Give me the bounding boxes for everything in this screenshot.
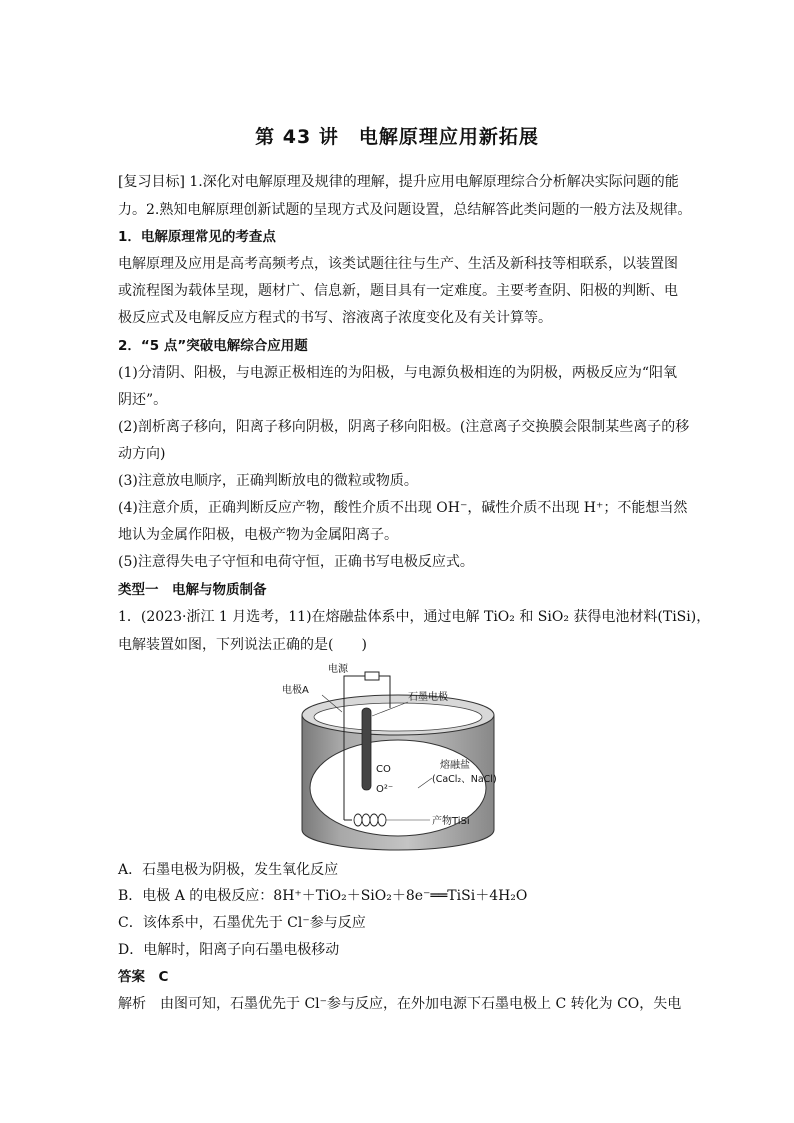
type-heading: 类型一 电解与物质制备 bbox=[118, 582, 267, 598]
molten-salt-label: 熔融盐 bbox=[440, 760, 470, 771]
product-label: 产物TiSi bbox=[432, 816, 470, 827]
answer: 答案 C bbox=[118, 969, 169, 985]
page-title: 第 43 讲 电解原理应用新拓展 bbox=[255, 126, 539, 148]
section-2-line: 阴还”。 bbox=[118, 392, 168, 408]
section-2-line: 动方向) bbox=[118, 446, 166, 462]
section-1-line: 或流程图为载体呈现，题材广、信息新，题目具有一定难度。主要考查阴、阳极的判断、电 bbox=[118, 283, 678, 299]
analysis: 解析 由图可知，石墨优先于 Cl⁻参与反应，在外加电源下石墨电极上 C 转化为 CO，失电 bbox=[118, 996, 682, 1012]
section-2-line: (4)注意介质，正确判断反应产物，酸性介质不出现 OH⁻，碱性介质不出现 H⁺；不能想当然 bbox=[118, 500, 688, 516]
review-tag: [复习目标] bbox=[118, 174, 185, 190]
molten-salt-formula: (CaCl₂、NaCl) bbox=[432, 774, 497, 785]
section-2-heading: 2．“5 点”突破电解综合应用题 bbox=[118, 338, 308, 354]
question-line-1: 1．(2023·浙江 1 月选考，11)在熔融盐体系中，通过电解 TiO₂ 和 SiO₂ 获得电池材料(TiSi)， bbox=[118, 609, 711, 625]
review-line-1 bbox=[118, 172, 679, 192]
power-label: 电源 bbox=[328, 664, 348, 675]
review-text-2: 力。2.熟知电解原理创新试题的呈现方式及问题设置，总结解答此类问题的一般方法及规律。 bbox=[118, 202, 692, 218]
section-1-heading: 1．电解原理常见的考查点 bbox=[118, 229, 276, 245]
o2-label: O²⁻ bbox=[376, 784, 394, 795]
option-c: C．该体系中，石墨优先于 Cl⁻参与反应 bbox=[118, 915, 366, 931]
co-label: CO bbox=[376, 764, 391, 775]
section-1-line: 极反应式及电解反应方程式的书写、溶液离子浓度变化及有关计算等。 bbox=[118, 310, 552, 326]
section-2-line: (5)注意得失电子守恒和电荷守恒，正确书写电极反应式。 bbox=[118, 554, 474, 570]
option-b: B．电极 A 的电极反应：8H⁺＋TiO₂＋SiO₂＋8e⁻══TiSi＋4H₂O bbox=[118, 888, 528, 904]
question-line-2: 电解装置如图，下列说法正确的是( ) bbox=[118, 637, 367, 653]
section-1-line: 电解原理及应用是高考高频考点，该类试题往往与生产、生活及新科技等相联系，以装置图 bbox=[118, 256, 678, 272]
section-2-line: (1)分清阴、阳极，与电源正极相连的为阳极，与电源负极相连的为阴极，两极反应为“阳氧 bbox=[118, 365, 677, 381]
section-2-line: 地认为金属作阳极，电极产物为金属阳离子。 bbox=[118, 527, 398, 543]
option-d: D．电解时，阳离子向石墨电极移动 bbox=[118, 942, 340, 958]
electrode-a-label: 电极A bbox=[282, 685, 309, 696]
review-text-1: 1.深化对电解原理及规律的理解，提升应用电解原理综合分析解决实际问题的能 bbox=[189, 174, 679, 190]
electrolysis-apparatus-figure bbox=[280, 660, 520, 852]
graphite-label: 石墨电极 bbox=[408, 692, 448, 703]
section-2-line: (3)注意放电顺序，正确判断放电的微粒或物质。 bbox=[118, 473, 418, 489]
option-a: A．石墨电极为阴极，发生氧化反应 bbox=[118, 862, 339, 878]
section-2-line: (2)剖析离子移向，阳离子移向阴极，阴离子移向阳极。(注意离子交换膜会限制某些离子的移 bbox=[118, 419, 690, 435]
